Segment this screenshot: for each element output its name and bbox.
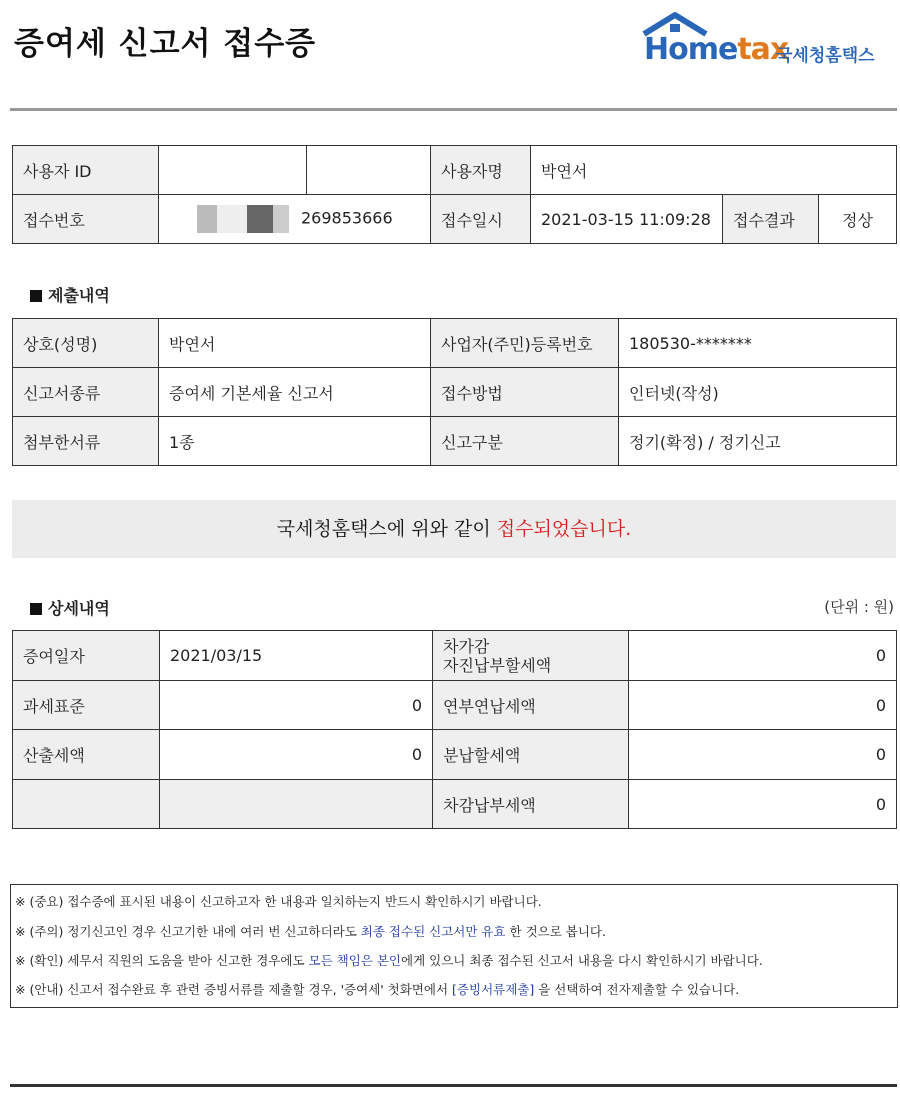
document-title: 증여세 신고서 접수증 [14,26,317,62]
square-bullet-icon [30,603,42,615]
square-bullet-icon [30,290,42,302]
receipt-no-label: 접수번호 [13,195,159,244]
notice-guide: ※ (안내) 신고서 접수완료 후 관련 증빙서류를 제출할 경우, '증여세' 첫화면에서 [증빙서류제출] 을 선택하여 전자제출할 수 있습니다. [15,982,740,997]
top-divider [10,108,897,111]
installment-tax-label: 연부연납세액 [433,681,629,730]
empty-value-cell [160,780,433,829]
calculated-tax-value: 0 [160,730,433,780]
report-type-value: 정기(확정) / 정기신고 [619,417,897,466]
final-payment-label: 차감납부세액 [433,780,629,829]
table-row [13,730,897,780]
receipt-no-value: 269853666 [301,208,393,228]
bottom-divider [10,1084,897,1087]
trade-name-label: 상호(성명) [13,319,159,368]
user-name-value: 박연서 [531,146,897,195]
receipt-header-table [12,145,897,244]
calculated-tax-label: 산출세액 [13,730,160,780]
detail-table [12,630,897,829]
registration-no-value: 180530-******* [619,319,897,368]
unit-label: (단위 : 원) [824,598,894,616]
receipt-result-label: 접수결과 [723,195,819,244]
hometax-logo [640,12,880,72]
submission-section-title: 제출내역 [30,283,110,306]
notice-confirm: ※ (확인) 세무서 직원의 도움을 받아 신고한 경우에도 모든 책임은 본인에게 있으니 최종 접수된 신고서 내용을 다시 확인하시기 바랍니다. [15,953,763,968]
tax-base-label: 과세표준 [13,681,160,730]
table-row [13,681,897,730]
logo-brand: Hometax [644,32,789,67]
receipt-confirmation-banner: 국세청홈택스에 위와 같이 접수되었습니다. [12,500,896,558]
attachments-value: 1종 [159,417,431,466]
split-payment-label: 분납할세액 [433,730,629,780]
table-row [13,631,897,681]
form-type-value: 증여세 기본세율 신고서 [159,368,431,417]
attachments-label: 첨부한서류 [13,417,159,466]
table-row [13,417,897,466]
report-type-label: 신고구분 [431,417,619,466]
receipt-date-value: 2021-03-15 11:09:28 [531,195,723,244]
gift-date-value: 2021/03/15 [160,631,433,681]
receipt-result-value: 정상 [819,195,897,244]
submission-table [12,318,897,466]
receipt-method-value: 인터넷(작성) [619,368,897,417]
confirmation-highlight: 접수되었습니다. [496,518,632,540]
evidence-submit-link[interactable]: [증빙서류제출] [452,982,535,997]
notice-caution: ※ (주의) 정기신고인 경우 신고기한 내에 여러 번 신고하더라도 최종 접수된 신고서만 유효 한 것으로 봅니다. [15,924,606,939]
empty-label-cell [13,780,160,829]
detail-section-title: 상세내역 [30,596,110,619]
tax-base-value: 0 [160,681,433,730]
trade-name-value: 박연서 [159,319,431,368]
form-type-label: 신고서종류 [13,368,159,417]
table-row [13,319,897,368]
self-payment-tax-label: 차가감 자진납부할세액 [433,631,629,681]
split-payment-value: 0 [629,730,897,780]
receipt-date-label: 접수일시 [431,195,531,244]
user-id-label: 사용자 ID [13,146,159,195]
receipt-method-label: 접수방법 [431,368,619,417]
user-id-value [159,146,307,195]
registration-no-label: 사업자(주민)등록번호 [431,319,619,368]
notice-important: ※ (중요) 접수증에 표시된 내용이 신고하고자 한 내용과 일치하는지 반드시 확인하시기 바랍니다. [15,894,542,909]
self-payment-tax-value: 0 [629,631,897,681]
table-row [13,368,897,417]
redacted-block [189,205,299,233]
gift-date-label: 증여일자 [13,631,160,681]
logo-subtitle: 국세청홈택스 [776,46,875,66]
table-row [13,780,897,829]
final-payment-value: 0 [629,780,897,829]
receipt-no-cell [159,195,431,244]
installment-tax-value: 0 [629,681,897,730]
user-name-label: 사용자명 [431,146,531,195]
notice-box [10,884,898,1008]
